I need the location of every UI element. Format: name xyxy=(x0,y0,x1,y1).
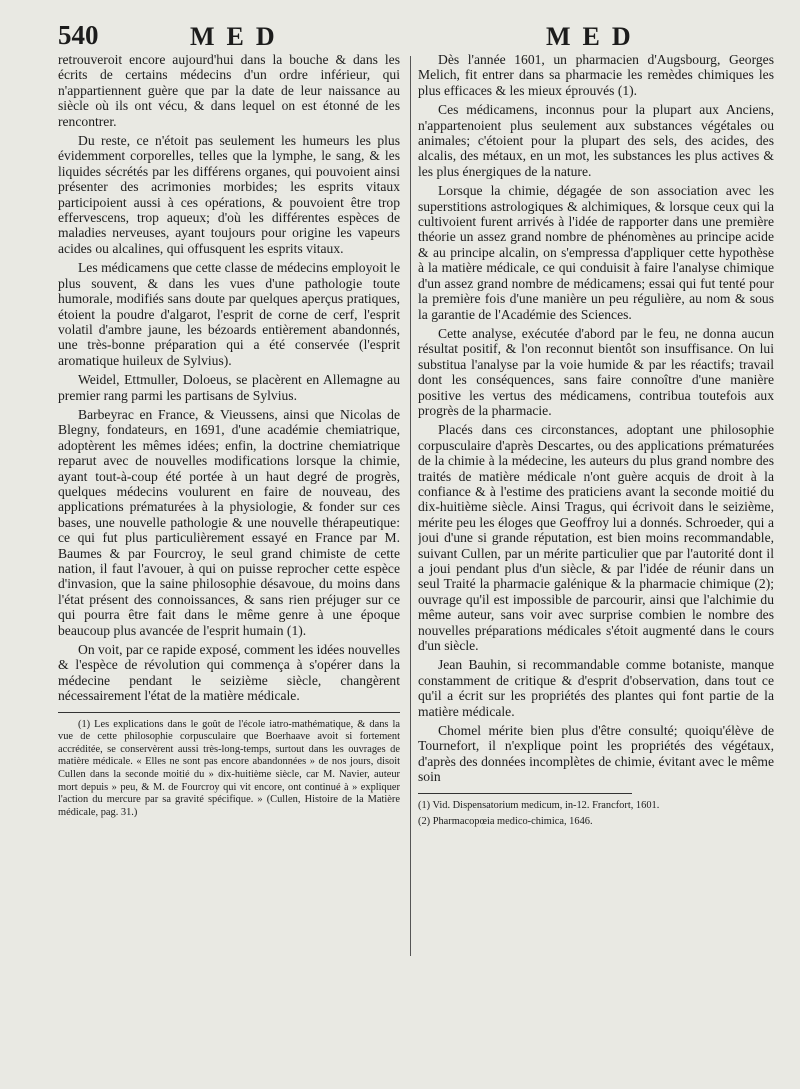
paragraph: Chomel mérite bien plus d'être consulté; quoiqu'élève de Tournefort, il n'explique point les propriétés des végétaux, d'après des données incomplètes de chimie, évitant avec le même soin xyxy=(418,723,774,785)
paragraph: retrouveroit encore aujourd'hui dans la bouche & dans les écrits de certains médecins d'un ordre inférieur, qui n'appartiennent guère que par la date de leur naissance au siècle où ils ont vécu, & dans lequel on est étonné de les rencontrer. xyxy=(58,52,400,129)
footnote-separator xyxy=(418,793,632,794)
paragraph: Du reste, ce n'étoit pas seulement les humeurs les plus évidemment corporelles, telles que la lymphe, le sang, & les liquides sécrétés par les différens organes, qui pouvoient ainsi présenter des acrimonies morbides; les esprits vitaux participoient aussi à ces opérations, & pouvoient être trop effervescens, trop aqueux; d'où les différentes espèces de maladies nerveuses, ayant toujours pour origine les vapeurs acides ou alcalines, qui offusquent les esprits vitaux. xyxy=(58,133,400,256)
paragraph: Dès l'année 1601, un pharmacien d'Augsbourg, Georges Melich, fit entrer dans sa pharmacie les remèdes chimiques les plus efficaces & les mieux éprouvés (1). xyxy=(418,52,774,98)
page-header xyxy=(58,18,774,54)
footnote: (1) Vid. Dispensatorium medicum, in-12. Francfort, 1601. xyxy=(418,799,660,811)
column-divider xyxy=(410,56,411,956)
running-head-right: MED xyxy=(546,22,643,51)
left-column xyxy=(58,52,400,1071)
paragraph: On voit, par ce rapide exposé, comment les idées nouvelles & l'espèce de révolution qui commença à s'opérer dans la médecine pendant le seizième siècle, changèrent nécessairement l'état de la matière médicale. xyxy=(58,642,400,704)
paragraph: Cette analyse, exécutée d'abord par le feu, ne donna aucun résultat positif, & l'on reconnut bientôt son insuffisance. On lui substitua l'analyse par la voie humide & par les réactifs; travail dont les conséquences, sans faire connoître d'une manière positive les vertus des médicamens, contribua toutefois aux progrès de la pharmacie. xyxy=(418,325,774,418)
right-column xyxy=(418,52,774,1071)
footnotes xyxy=(418,800,774,829)
footnotes xyxy=(58,719,400,820)
paragraph: Jean Bauhin, si recommandable comme botaniste, manque constamment de critique & d'esprit d'observation, dans tout ce qu'il a écrit sur les propriétés des plantes qui font partie de la matière médicale. xyxy=(418,657,774,719)
footnote: (1) Les explications dans le goût de l'école iatro-mathématique, & dans la vue de cette philosophie corpusculaire que Boerhaave avoit si fortement accréditée, se conservèrent aussi très-long-temps, surtout dans les ouvrages de matière médicale. « Elles ne sont pas encore abandonnées » de nos jours, disoit Cullen dans la seconde moitié du » dix-huitième siècle, car M. Navier, auteur mort depuis » peu, & M. de Fourcroy qui vit encore, ont continué à » expliquer l'action du mercure par sa gravité spécifique. » (Cullen, Histoire de la Matière médicale, pag. 31.) xyxy=(58,718,400,818)
page-number: 540 xyxy=(58,20,99,50)
paragraph: Les médicamens que cette classe de médecins employoit le plus souvent, & dans les vues d'une pathologie toute humorale, modifiés sans doute par quelques aperçus pratiques, étoient la poudre d'algarot, l'esprit de corne de cerf, l'esprit volatil d'ambre jaune, les bézoards entièrement abandonnés, une très-bonne préparation qui a été conservée (l'esprit aromatique huileux de Sylvius). xyxy=(58,260,400,368)
paragraph: Weidel, Ettmuller, Doloeus, se placèrent en Allemagne au premier rang parmi les partisans de Sylvius. xyxy=(58,372,400,403)
footnote-separator xyxy=(58,712,400,713)
paragraph: Lorsque la chimie, dégagée de son association avec les superstitions astrologiques & alchimiques, & lorsque ceux qui la cultivoient furent arrivés à l'idée de rapporter dans une première théorie un assez grand nombre de phénomènes au principe acide & au principe alcalin, on s'empressa d'appliquer cette hypothèse à la matière médicale, ce qui conduisit à faire l'analyse chimique d'un assez grand nombre de médicamens; essai qui fut tenté pour la première fois d'une manière un peu régulière, au nom & sous la garantie de l'Académie des Sciences. xyxy=(418,183,774,322)
running-head-left: MED xyxy=(190,22,287,51)
paragraph: Ces médicamens, inconnus pour la plupart aux Anciens, n'appartenoient plus seulement aux substances végétales ou animales; c'étoient pour la plupart des sels, des acides, des alcalis, des métaux, en un mot, les substances les plus actives & les plus énergiques de la nature. xyxy=(418,102,774,179)
footnote: (2) Pharmacopœia medico-chimica, 1646. xyxy=(418,816,593,828)
paragraph: Barbeyrac en France, & Vieussens, ainsi que Nicolas de Blegny, fondateurs, en 1691, d'une académie chemiatrique, adoptèrent les mêmes idées; enfin, la doctrine chemiatrique reparut avec de nouvelles modifications lorsque la chimie, ayant tout-à-coup été portée à un haut degré de progrès, quelques médecins voulurent en faire de nouveau, des applications prématurées à la physiologie, & fonder sur ces bases, une nouvelle pathologie & une nouvelle thérapeutique: ce qui fut plus particulièrement essayé en France par M. Baumes & par Fourcroy, le seul grand chimiste de cette nation, il faut l'avouer, à qui on puisse reprocher cette espèce d'invasion, que la saine philosophie désavoue, du moins dans l'état présent des connoissances, & sans rien préjuger sur ce qui pourra être fait dans le même genre à une époque beaucoup plus avancée de l'esprit humain (1). xyxy=(58,406,400,638)
paragraph: Placés dans ces circonstances, adoptant une philosophie corpusculaire d'après Descartes, ou des applications prématurées de la chimie à la médecine, les auteurs du plus grand nombre des traités de matière médicale n'ont guère acquis de droit à la confiance & à l'estime des praticiens avant la seconde moitié du dix-huitième siècle. Ainsi Tragus, qui écrivoit dans le seizième, mérite peu les éloges que Geoffroy lui a donnés. Schroeder, qui a joui d'une si grande réputation, est bien moins recommandable, suivant Cullen, par un mérite particulier que par l'autorité dont il a joui pendant plus d'un siècle, & par l'idée de réunir dans un seul Traité la pharmacie galénique & la pharmacie chimique (2); ouvrage qu'il est impossible de parcourir, ainsi que l'alchimie du même auteur, sans voir avec surprise combien le nombre des nouvelles préparations médicales s'étoit augmenté dans le cours d'un siècle. xyxy=(418,422,774,654)
